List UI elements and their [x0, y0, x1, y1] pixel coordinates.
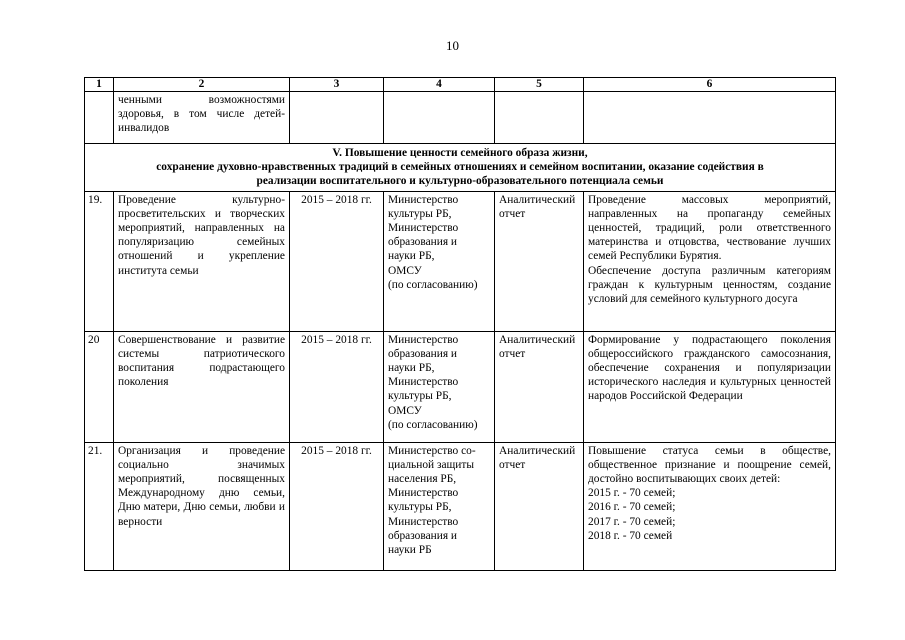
column-number: 4	[384, 78, 495, 92]
result-paragraph: Проведение массовых мероприятий, направленных на пропаганду семейных ценностей, традиций, роли ответственного материнства и отцовства, чествование лучших семей Республики Бурятия.	[588, 193, 831, 263]
executor-line: науки РБ,	[388, 362, 435, 375]
period: 2015 – 2018 гг.	[290, 442, 384, 570]
row-number: 20	[85, 331, 114, 442]
table-row	[85, 331, 836, 442]
section-heading-line: реализации воспитательного и культурно-образовательного потенциала семьи	[256, 175, 664, 188]
column-number: 3	[290, 78, 384, 92]
continuation-text: ченными возможностями здоровья, в том числе детей-инвалидов	[114, 92, 290, 144]
executor-line: ОМСУ	[388, 264, 422, 277]
executors	[384, 191, 495, 331]
period: 2015 – 2018 гг.	[290, 331, 384, 442]
executor-line: образования и	[388, 236, 458, 249]
result-list-item: 2017 г. - 70 семей;	[588, 515, 676, 528]
section-heading	[85, 144, 836, 192]
measure-title: Проведение культурно-просветительских и творческих мероприятий, направленных на популяризацию семейных отношений и укрепление института семьи	[114, 191, 290, 331]
continuation-row	[85, 92, 836, 144]
result-paragraph: Обеспечение доступа различным категориям граждан к культурным ценностям, создание условий для семейного культурного досуга	[588, 264, 831, 306]
column-number: 5	[495, 78, 584, 92]
report-form: Аналитический отчет	[495, 331, 584, 442]
row-number: 21.	[85, 442, 114, 570]
measure-title: Организация и проведение социально значимых мероприятий, посвященных Международному дню семьи, Дню матери, Дню семьи, любви и верности	[114, 442, 290, 570]
result-list-item: 2018 г. - 70 семей	[588, 529, 673, 542]
executor-line: (по согласованию)	[388, 418, 478, 431]
report-form: Аналитический отчет	[495, 191, 584, 331]
column-number: 1	[85, 78, 114, 92]
executor-line: Министерство	[388, 333, 459, 346]
executor-line: образования и	[388, 529, 458, 542]
expected-result	[584, 442, 836, 570]
expected-result	[584, 331, 836, 442]
executor-line: науки РБ	[388, 544, 432, 557]
column-number: 6	[584, 78, 836, 92]
measure-title: Совершенствование и развитие системы патриотического воспитания подрастающего поколения	[114, 331, 290, 442]
executors	[384, 442, 495, 570]
column-number: 2	[114, 78, 290, 92]
executor-line: культуры РБ,	[388, 390, 452, 403]
executor-line: ОМСУ	[388, 404, 422, 417]
result-paragraph: Формирование у подрастающего поколения общероссийского гражданского самосознания, обеспечение сохранения и популяризации исторического наследия и культурных ценностей народов Российской Федерации	[588, 333, 831, 403]
section-heading-row	[85, 144, 836, 192]
period: 2015 – 2018 гг.	[290, 191, 384, 331]
report-form: Аналитический отчет	[495, 442, 584, 570]
result-paragraph: Повышение статуса семьи в обществе, общественное признание и поощрение семей, достойно воспитывающих своих детей:	[588, 444, 831, 486]
action-plan-table	[84, 77, 836, 571]
executor-line: культуры РБ,	[388, 501, 452, 514]
executor-line: Министерство со-	[388, 444, 476, 457]
executor-line: Министерство	[388, 487, 459, 500]
executor-line: Министерство	[388, 222, 459, 235]
result-list-item: 2015 г. - 70 семей;	[588, 487, 676, 500]
executor-line: культуры РБ,	[388, 207, 452, 220]
section-heading-line: сохранение духовно-нравственных традиций в семейных отношениях и семейном воспитании, оказание содействия в	[156, 161, 764, 174]
executor-line: Министерство	[388, 515, 459, 528]
executor-line: циальной защиты	[388, 458, 475, 471]
expected-result	[584, 191, 836, 331]
row-number: 19.	[85, 191, 114, 331]
table-row	[85, 191, 836, 331]
executor-line: образования и	[388, 347, 458, 360]
executor-line: Министерство	[388, 376, 459, 389]
result-list-item: 2016 г. - 70 семей;	[588, 501, 676, 514]
section-heading-line: V. Повышение ценности семейного образа жизни,	[332, 147, 588, 159]
page-number: 10	[446, 38, 459, 53]
executor-line: населения РБ,	[388, 473, 457, 486]
executor-line: науки РБ,	[388, 250, 435, 263]
executors	[384, 331, 495, 442]
executor-line: Министерство	[388, 193, 459, 206]
column-number-row	[85, 78, 836, 92]
executor-line: (по согласованию)	[388, 278, 478, 291]
table-row	[85, 442, 836, 570]
